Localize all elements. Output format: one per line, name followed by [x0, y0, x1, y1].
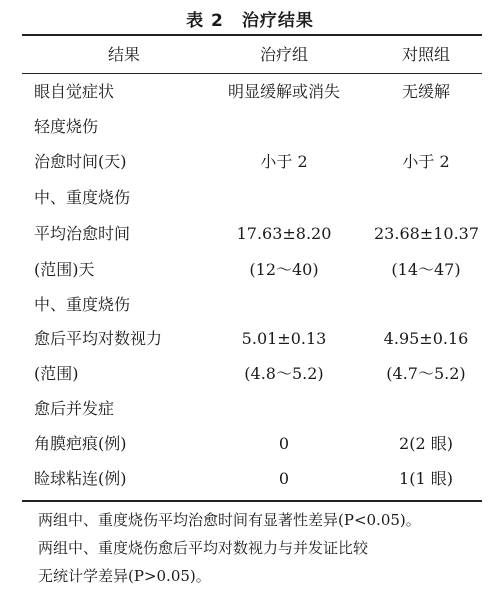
row-control-value: 23.68±10.37	[374, 224, 480, 243]
row-control-value: 小于 2	[402, 152, 450, 171]
footnote-line: 两组中、重度烧伤平均治愈时间有显著性差异(P<0.05)。	[38, 511, 421, 529]
row-label: 平均治愈时间	[34, 224, 131, 243]
row-treatment-value: 5.01±0.13	[241, 329, 327, 348]
table-row	[22, 464, 482, 494]
table-row	[22, 359, 482, 389]
table-header-row	[22, 40, 482, 70]
row-treatment-value: (4.8～5.2)	[244, 364, 324, 383]
row-treatment-value: (12～40)	[249, 260, 319, 279]
header-result: 结果	[108, 45, 141, 64]
table-row	[22, 112, 482, 142]
row-label: 睑球粘连(例)	[34, 469, 127, 488]
row-treatment-value: 0	[278, 469, 290, 488]
row-control-value: (4.7～5.2)	[386, 364, 466, 383]
table-header-rule	[22, 73, 482, 74]
row-treatment-value: 小于 2	[260, 152, 308, 171]
header-treatment-group: 治疗组	[259, 45, 308, 64]
table-row	[22, 290, 482, 320]
row-control-value: 无缓解	[401, 82, 450, 101]
row-label: 眼自觉症状	[34, 82, 115, 101]
row-label: 愈后并发症	[34, 399, 115, 418]
row-label: (范围)天	[34, 260, 95, 279]
table-row	[22, 394, 482, 424]
table-bottom-rule	[22, 500, 482, 502]
row-control-value: 2(2 眼)	[399, 434, 453, 453]
table-top-rule	[22, 34, 482, 36]
row-control-value: 1(1 眼)	[399, 469, 453, 488]
row-label: (范围)	[34, 364, 79, 383]
table-row	[22, 77, 482, 107]
table-row	[22, 183, 482, 213]
row-label: 治愈时间(天)	[34, 152, 127, 171]
row-treatment-value: 明显缓解或消失	[227, 82, 340, 101]
table-row	[22, 429, 482, 459]
row-label: 角膜疤痕(例)	[34, 434, 127, 453]
row-label: 中、重度烧伤	[34, 295, 131, 314]
table-row	[22, 219, 482, 249]
row-treatment-value: 0	[278, 434, 290, 453]
row-label: 愈后平均对数视力	[34, 329, 163, 348]
row-control-value: 4.95±0.16	[383, 329, 469, 348]
table-row	[22, 147, 482, 177]
row-control-value: (14～47)	[391, 260, 461, 279]
table-row	[22, 255, 482, 285]
header-control-group: 对照组	[401, 45, 450, 64]
footnote-line: 两组中、重度烧伤愈后平均对数视力与并发证比较	[38, 539, 369, 557]
table-row	[22, 324, 482, 354]
footnote-line: 无统计学差异(P>0.05)。	[38, 567, 211, 585]
row-label: 轻度烧伤	[34, 117, 99, 136]
row-treatment-value: 17.63±8.20	[236, 224, 332, 243]
row-label: 中、重度烧伤	[34, 188, 131, 207]
table-title: 表 2 治疗结果	[186, 11, 314, 31]
